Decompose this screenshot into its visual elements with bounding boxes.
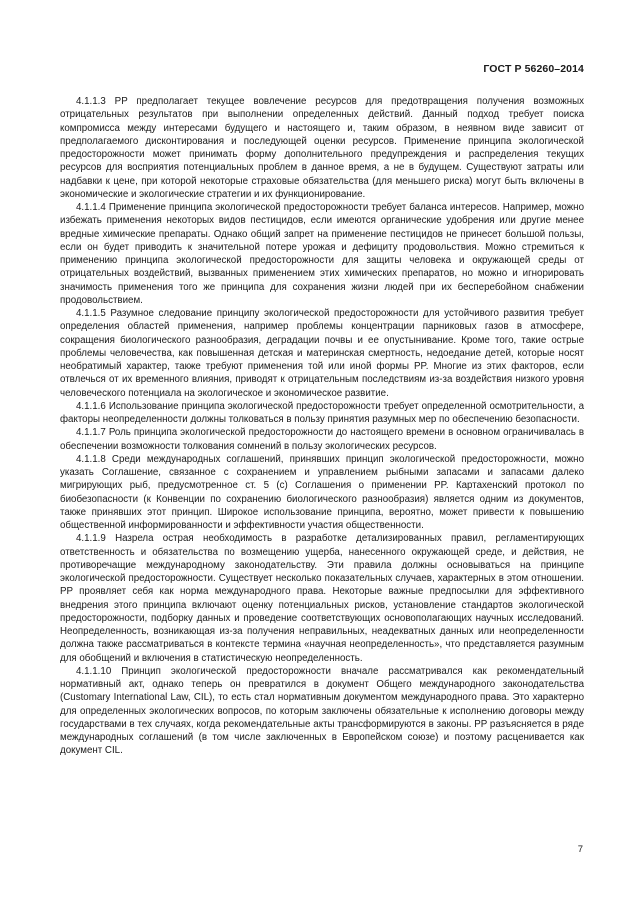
paragraph-4-1-1-3: 4.1.1.3 PP предполагает текущее вовлечение ресурсов для предотвращения получения возможных отрицательных результатов при выполнении определенных действий. Данный подход требует поиска компромисса между интересами будущего и настоящего и, таким образом, в неявном виде зависит от предполагаемого дисконтирования и последующей оценки ресурсов. Применение принципа экологической предосторожности может принимать форму дополнительного предупреждения и распределения текущих ресурсов для восприятия потенциальных проблем в данное время, а не в будущем. Существуют затраты или надбавки к цене, при которой некоторые страховые обязательства (для меньшего риска) могут быть включены в экономические и экологические стратегии и их функционирование. (60, 96, 584, 200)
paragraph-4-1-1-6: 4.1.1.6 Использование принципа экологической предосторожности требует определенной осмотрительности, а факторы неопределенности должны толковаться в пользу принятия разумных мер по обеспечению безопасности. (60, 400, 584, 425)
paragraph-4-1-1-5: 4.1.1.5 Разумное следование принципу экологической предосторожности для устойчивого развития требует определения областей применения, например проблемы концентрации парниковых газов в атмосфере, сокращения биологического разнообразия, деградации почвы и ее опустынивание. Кроме того, такие острые проблемы человечества, как повышенная детская и материнская смертность, недоедание детей, которые носят необратимый характер, также требуют применения той или иной формы PP. Многие из этих факторов, если отвлечься от их временного влияния, приводят к отрицательным последствиям из-за воздействия низкого уровня человеческого потенциала на экологическое и экономическое развитие. (60, 308, 584, 399)
paragraph-4-1-1-4: 4.1.1.4 Применение принципа экологической предосторожности требует баланса интересов. Например, можно избежать применения некоторых видов пестицидов, если имеются органические удобрения или другие менее вредные химические препараты. Однако общий запрет на применение пестицидов не принесет большой пользы, если он будет приводить к значительной потере урожая и дефициту продовольствия. Можно стремиться к применению принципа экологической предосторожности для защиты человека и окружающей среды от отрицательных воздействий, вызванных применением этих химических препаратов, но можно и игнорировать значимость применения того же принципа для сохранения жизни людей при их бесперебойном снабжении продовольствием. (60, 202, 584, 306)
page-number: 7 (577, 844, 583, 855)
paragraph-4-1-1-8: 4.1.1.8 Среди международных соглашений, принявших принцип экологической предосторожности, можно указать Соглашение, связанное с сохранением и управлением рыбными запасами и запасами далеко мигрирующих рыб, предусмотренное ст. 5 (с) Соглашения о применении PP. Картахенский протокол по биобезопасности (к Конвенции по сохранению биологического разнообразия) является одним из документов, также принявших этот принцип. Широкое использование принципа, вероятно, может привести к повышению общественной информированности и эффективности участия общественности. (60, 453, 584, 531)
paragraph-4-1-1-10: 4.1.1.10 Принцип экологической предосторожности вначале рассматривался как рекомендательный нормативный акт, однако теперь он превратился в документ Общего международного законодательства (Customary International Law, CIL), то есть стал нормативным документом международного права. Это характерно для определенных экологических вопросов, по которым заключены обязательные к исполнению договоры между государствами в тех случаях, когда рекомендательные акты трансформируются в законы. PP разъясняется в ряде международных соглашений (в том числе заключенных в Европейском союзе) и поэтому расценивается как документ CIL. (60, 665, 584, 757)
paragraph-4-1-1-9: 4.1.1.9 Назрела острая необходимость в разработке детализированных правил, регламентирующих ответственность и обязательства по возмещению ущерба, нанесенного окружающей среде, и действия, не противоречащие международному законодательству. Эти правила должны основываться на принципе экологической предосторожности. Существует несколько показательных случаев, характерных в этом отношении. PP проявляет себя как норма международного права. Некоторые важные предпосылки для эффективного внедрения этого принципа включают оценку потенциальных рисков, установление стандартов экологической предосторожности, подборку данных и проведение соответствующих основополагающих научных исследований. Неопределенность, возникающая из-за получения неправильных, неадекватных данных или неопределенности должна также рассматриваться в контексте термина «научная неопределенность», что представляется разумным для обобщений и включения в статистическую неопределенность. (60, 533, 584, 664)
paragraph-4-1-1-7: 4.1.1.7 Роль принципа экологической предосторожности до настоящего времени в основном ограничивалась в обеспечении возможности толкования сомнений в пользу экологических ресурсов. (60, 427, 584, 452)
document-body (60, 95, 584, 758)
document-header-standard: ГОСТ Р 56260–2014 (483, 63, 584, 75)
